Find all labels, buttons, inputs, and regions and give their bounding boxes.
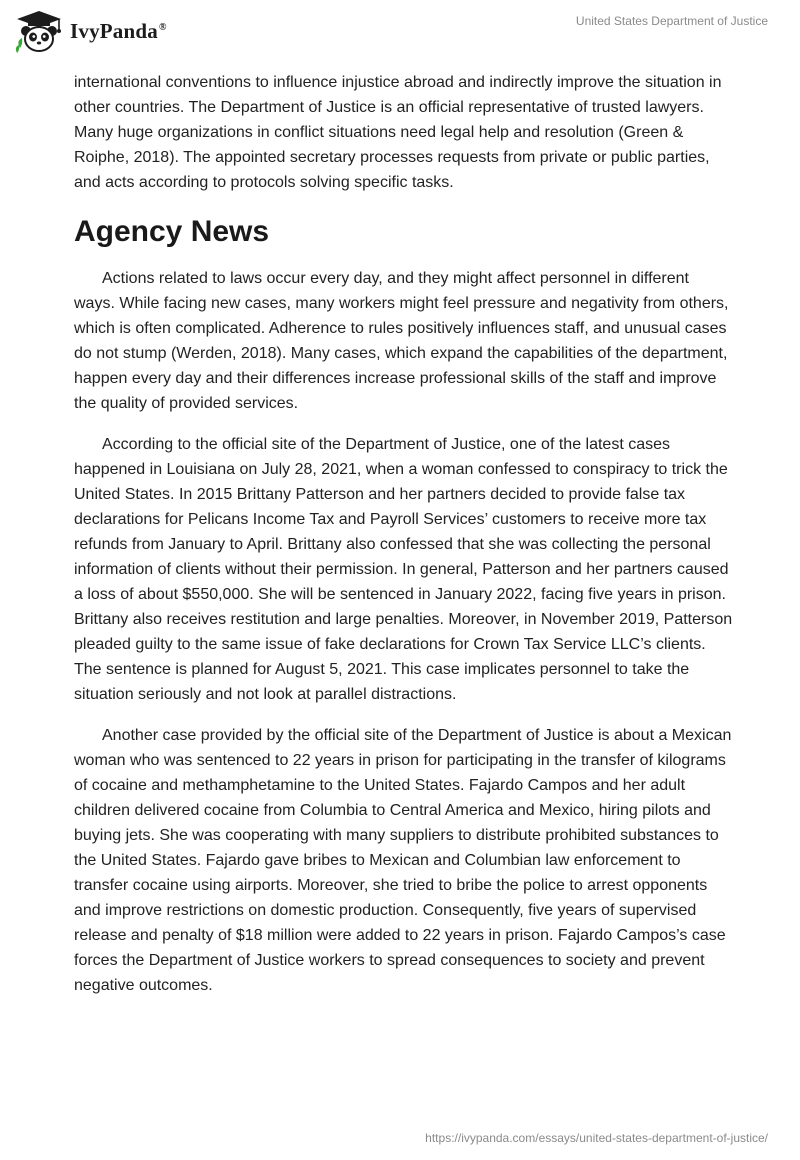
section-heading: Agency News (74, 215, 270, 248)
page-header (0, 0, 800, 70)
body-paragraph: Actions related to laws occur every day, and they might affect personnel in different ways. While facing new cases, many workers might feel pressure and negativity from others, which is often complicated. Adherence to rules positively influences staff, and unusual cases do not stump (Werden, 2018). Many cases, which expand the capabilities of the department, happen every day and their differences increase professional skills of the staff and improve the quality of provided services. (74, 270, 729, 412)
panda-graduate-icon (14, 8, 64, 54)
essay-body (74, 70, 734, 998)
intro-paragraph: international conventions to influence injustice abroad and indirectly improve the situation in other countries. The Department of Justice is an official representative of trusted lawyers. Many huge organizations in conflict situations need legal help and resolution (Green & Roiphe, 2018). The appointed secretary processes requests from private or public parties, and acts according to protocols solving specific tasks. (74, 74, 722, 191)
source-url-link[interactable]: https://ivypanda.com/essays/united-states-department-of-justice/ (425, 1131, 768, 1145)
body-paragraph: Another case provided by the official site of the Department of Justice is about a Mexican woman who was sentenced to 22 years in prison for participating in the transfer of kilograms of cocaine and methamphetamine to the United States. Fajardo Campos and her adult children delivered cocaine from Columbia to Central America and Mexico, hiring pilots and buying jets. She was cooperating with many suppliers to distribute prohibited substances to the United States. Fajardo gave bribes to Mexican and Columbian law enforcement to transfer cocaine using airports. Moreover, she tried to bribe the police to arrest opponents and improve restrictions on domestic production. Consequently, five years of supervised release and penalty of $18 million were added to 22 years in prison. Fajardo Campos’s case forces the Department of Justice workers to spread consequences to society and prevent negative outcomes. (74, 727, 732, 994)
body-paragraph: According to the official site of the Department of Justice, one of the latest cases happened in Louisiana on July 28, 2021, when a woman confessed to conspiracy to trick the United States. In 2015 Brittany Patterson and her partners decided to provide false tax declarations for Pelicans Income Tax and Payroll Services’ customers to receive more tax refunds from January to April. Brittany also confessed that she was collecting the personal information of clients without their permission. In general, Patterson and her partners caused a loss of about $550,000. She will be sentenced in January 2022, facing five years in prison. Brittany also receives restitution and large penalties. Moreover, in November 2019, Patterson pleaded guilty to the same issue of fake declarations for Crown Tax Service LLC’s clients. The sentence is planned for August 5, 2021. This case implicates personnel to take the situation seriously and not look at parallel distractions. (74, 436, 733, 703)
brand-text: IvyPanda (70, 18, 158, 43)
ivypanda-logo[interactable] (14, 8, 167, 54)
registered-mark: ® (158, 21, 167, 33)
brand-name (70, 19, 167, 44)
document-title: United States Department of Justice (575, 14, 768, 28)
